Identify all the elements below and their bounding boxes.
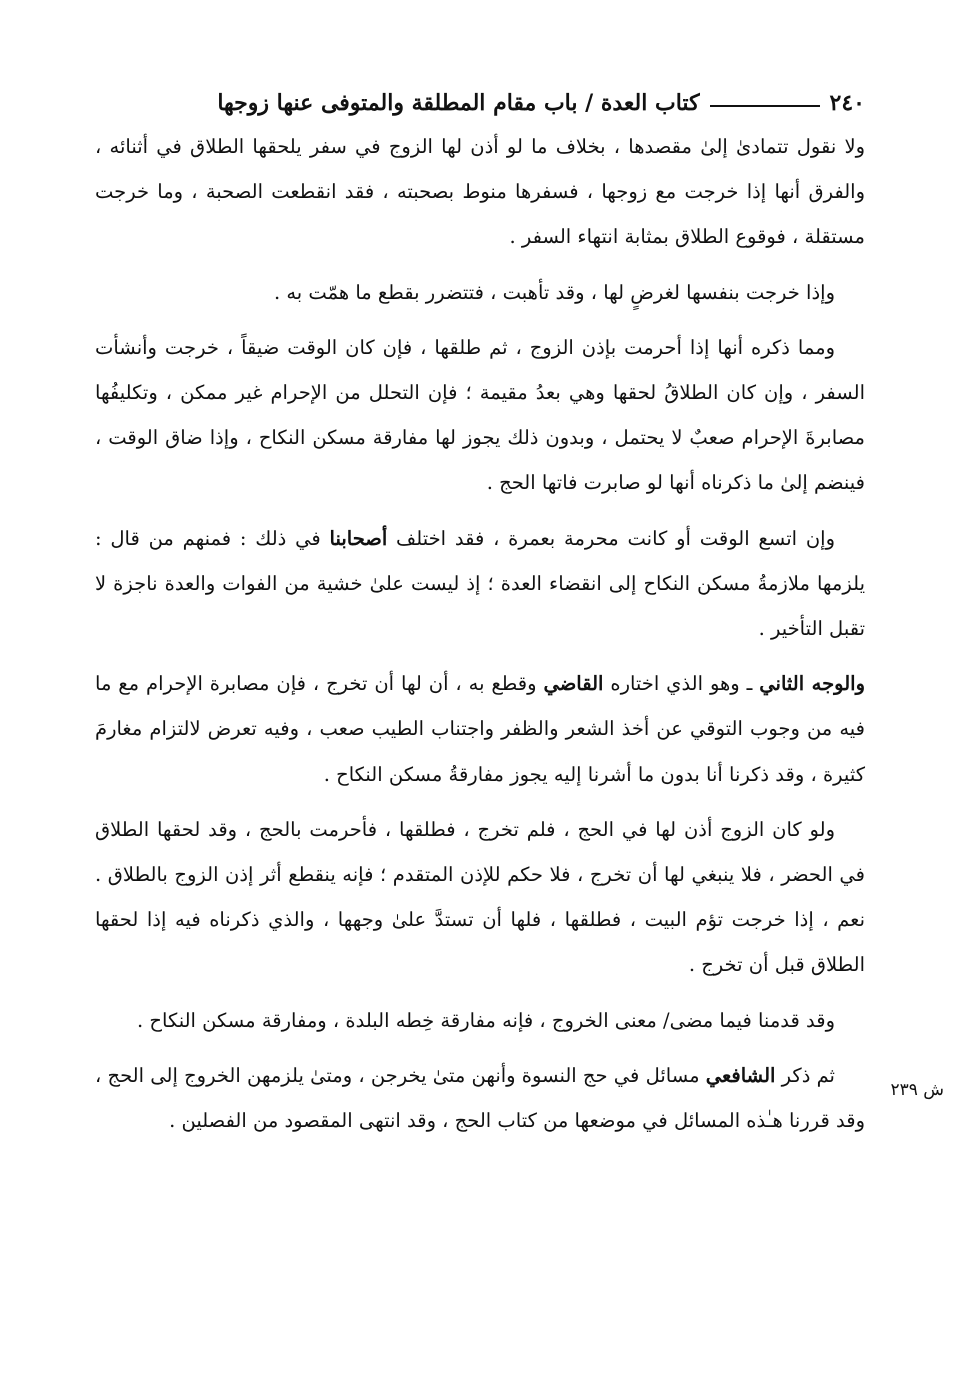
paragraph-4	[95, 516, 865, 652]
paragraph-8-text-a: ثم ذكر	[775, 1063, 835, 1087]
paragraph-8	[95, 1053, 865, 1143]
page-body	[95, 124, 865, 1153]
bold-term-qadi: القاضي	[543, 672, 604, 696]
bold-term-ashabuna: أصحابنا	[329, 526, 388, 550]
paragraph-5-text-b: وقطع به ، أن لها أن تخرج ، فإن مصابرة الإحرام مع ما فيه من وجوب التوقي عن أخذ الشعر والظفر واجتناب الطيب صعب ، وفيه تعرض لالتزام مغارمَ كثيرة ، وقد ذكرنا أنا بدون ما أشرنا إليه يجوز مفارقةُ مسكن النكاح .	[95, 672, 865, 786]
header-title: كتاب العدة / باب مقام المطلقة والمتوفى عنها زوجها	[217, 90, 700, 116]
running-header	[95, 74, 865, 116]
paragraph-8-text-b: مسائل في حج النسوة وأنهن متىٰ يخرجن ، ومتىٰ يلزمهن الخروج إلى الحج ، وقد قررنا هـٰذه المسائل في موضعها من كتاب الحج ، وقد انتهى المقصود من الفصلين .	[95, 1063, 865, 1133]
paragraph-4-text-a: وإن اتسع الوقت أو كانت محرمة بعمرة ، فقد اختلف	[387, 526, 835, 550]
paragraph-6: ولو كان الزوج أذن لها في الحج ، فلم تخرج ، فطلقها ، فأحرمت بالحج ، وقد لحقها الطلاق في الحضر ، فلا ينبغي لها أن تخرج ، فلا حكم للإذن المتقدم ؛ فإنه ينقطع أثر إذن الزوج بالطلاق . نعم ، إذا خرجت تؤم البيت ، فطلقها ، فلها أن تستدَّ علىٰ وجهها ، والذي ذكرناه فيه إذا لحقها الطلاق قبل أن تخرج .	[95, 817, 865, 977]
bold-term-shafii: الشافعي	[705, 1063, 776, 1087]
bold-lead-second-view: والوجه الثاني	[759, 672, 865, 696]
paragraph-2: وإذا خرجت بنفسها لغرضٍ لها ، وقد تأهبت ، فتتضرر بقطع ما همّت به .	[273, 280, 835, 304]
margin-folio-note: ش ٢٣٩	[890, 1080, 944, 1100]
paragraph-1: ولا نقول تتمادىٰ إلىٰ مقصدها ، بخلاف ما لو أذن لها الزوج في سفر يلحقها الطلاق في أثنائه ، والفرق أنها إذا خرجت مع زوجها ، فسفرها منوط بصحبته ، فقد انقطعت الصحبة ، وما خرجت مستقلة ، فوقوع الطلاق بمثابة انتهاء السفر .	[95, 135, 865, 249]
paragraph-3: ومما ذكره أنها إذا أحرمت بإذن الزوج ، ثم طلقها ، فإن كان الوقت ضيقاً ، خرجت وأنشأت السفر ، وإن كان الطلاقُ لحقها وهي بعدُ مقيمة ؛ فإن التحلل من الإحرام غير ممكن ، وتكليفُها مصابرةَ الإحرام صعبٌ لا يحتمل ، وبدون ذلك يجوز لها مفارقة مسكن النكاح ، وإذا ضاق الوقت ، فينضم إلىٰ ما ذكرناه أنها لو صابرت فاتها الحج .	[95, 335, 865, 495]
paragraph-7: وقد قدمنا فيما مضى/ معنى الخروج ، فإنه مفارقة خِطه البلدة ، ومفارقة مسكن النكاح .	[137, 1008, 835, 1032]
paragraph-4-text-b: في ذلك : فمنهم من قال : يلزمها ملازمةُ مسكن النكاح إلى انقضاء العدة ؛ إذ ليست علىٰ خشية من الفوات والعدة ناجزة لا تقبل التأخير .	[95, 526, 865, 641]
paragraph-5-text-a: ـ وهو الذي اختاره	[603, 672, 760, 696]
paragraph-5	[95, 661, 865, 797]
page-number: ٢٤٠	[829, 90, 865, 116]
header-rule	[710, 105, 820, 107]
